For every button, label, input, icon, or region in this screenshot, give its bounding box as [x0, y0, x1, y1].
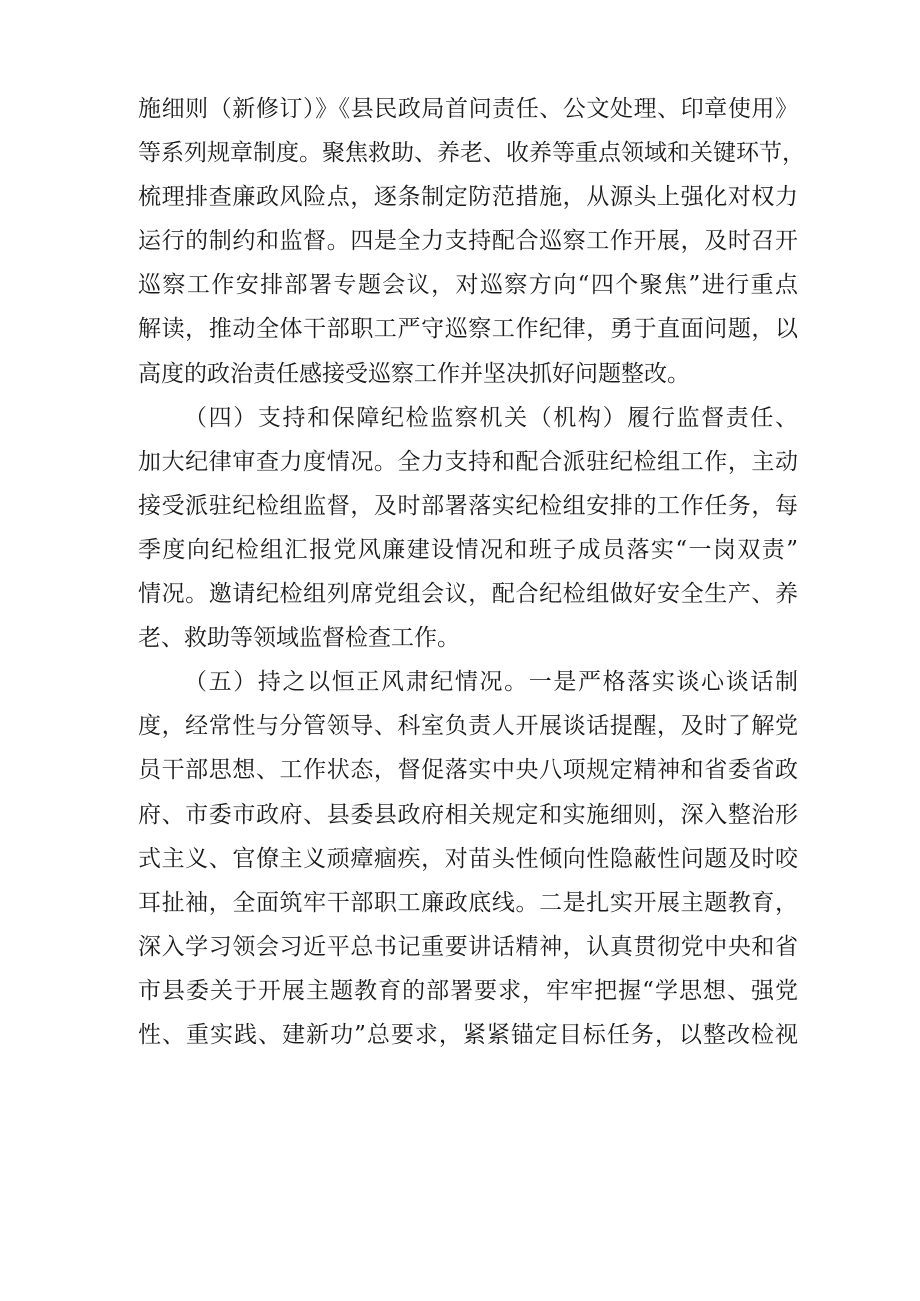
text-line: 度，经常性与分管领导、科室负责人开展谈话提醒，及时了解党: [138, 713, 798, 740]
text-line: 耳扯袖，全面筑牢干部职工廉政底线。二是扎实开展主题教育，: [138, 889, 798, 916]
text-line: 情况。邀请纪检组列席党组会议，配合纪检组做好安全生产、养: [138, 581, 798, 608]
text-line: 式主义、官僚主义顽瘴痼疾，对苗头性倾向性隐蔽性问题及时咬: [138, 845, 798, 872]
text-line: 高度的政治责任感接受巡察工作并坚决抓好问题整改。: [138, 360, 690, 387]
text-line: 巡察工作安排部署专题会议，对巡察方向“四个聚焦”进行重点: [138, 272, 798, 299]
text-line: 解读，推动全体干部职工严守巡察工作纪律，勇于直面问题，以: [138, 316, 798, 343]
text-line: 市县委关于开展主题教育的部署要求，牢牢把握“学思想、强党: [138, 977, 798, 1004]
text-line: 梳理排查廉政风险点，逐条制定防范措施，从源头上强化对权力: [138, 184, 798, 211]
text-line: 季度向纪检组汇报党风廉建设情况和班子成员落实“一岗双责”: [138, 536, 798, 563]
text-line: 接受派驻纪检组监督，及时部署落实纪检组安排的工作任务，每: [138, 492, 798, 519]
text-line: 运行的制约和监督。四是全力支持配合巡察工作开展，及时召开: [138, 228, 798, 255]
text-line: 老、救助等领域监督检查工作。: [138, 625, 460, 652]
text-line: 施细则（新修订）》《县民政局首问责任、公文处理、印章使用》: [138, 96, 798, 122]
section-heading-line: （四）支持和保障纪检监察机关（机构）履行监督责任、: [184, 404, 798, 431]
text-line: 员干部思想、工作状态，督促落实中央八项规定精神和省委省政: [138, 757, 798, 784]
body-text: [138, 87, 805, 1057]
text-line: 等系列规章制度。聚焦救助、养老、收养等重点领域和关键环节，: [138, 140, 805, 167]
text-line: 深入学习领会习近平总书记重要讲话精神，认真贯彻党中央和省: [138, 933, 798, 960]
text-line: 府、市委市政府、县委县政府相关规定和实施细则，深入整治形: [138, 801, 798, 828]
text-line: 加大纪律审查力度情况。全力支持和配合派驻纪检组工作，主动: [138, 448, 798, 475]
section-heading-line: （五）持之以恒正风肃纪情况。一是严格落实谈心谈话制: [184, 669, 798, 696]
text-line: 性、重实践、建新功”总要求，紧紧锚定目标任务，以整改检视: [138, 1021, 798, 1048]
